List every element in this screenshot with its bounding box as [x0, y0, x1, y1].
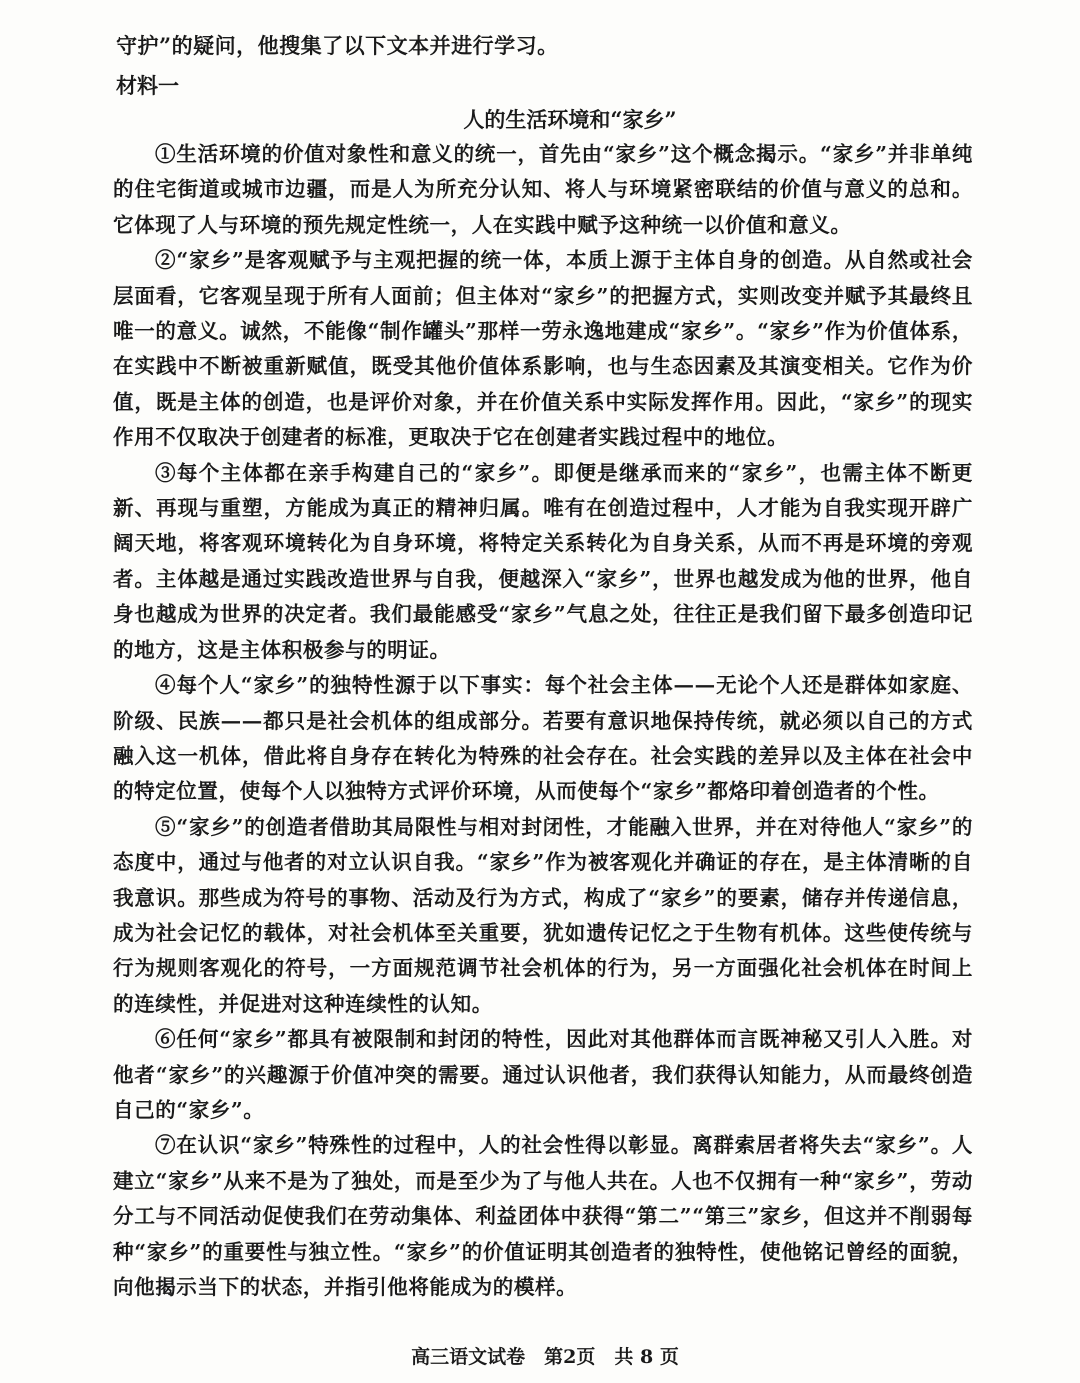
paragraph-2: ②“家乡”是客观赋予与主观把握的统一体，本质上源于主体自身的创造。从自然或社会层面看，它客观呈现于所有人面前；但主体对“家乡”的把握方式，实则改变并赋予其最终且唯一的意义。诚然，不能像“制作罐头”那样一劳永逸地建成“家乡”。“家乡”作为价值体系，在实践中不断被重新赋值，既受其他价值体系影响，也与生态因素及其演变相关。它作为价值，既是主体的创造，也是评价对象，并在价值关系中实际发挥作用。因此，“家乡”的现实作用不仅取决于创建者的标准，更取决于它在创建者实践过程中的地位。	[113, 248, 973, 450]
page-footer: 高三语文试卷 第2页 共 8 页	[411, 1346, 679, 1368]
paragraph-3: ③每个主体都在亲手构建自己的“家乡”。即便是继承而来的“家乡”，也需主体不断更新、再现与重塑，方能成为真正的精神归属。唯有在创造过程中，人才能为自我实现开辟广阔天地，将客观环境转化为自身环境，将特定关系转化为自身关系，从而不再是环境的旁观者。主体越是通过实践改造世界与自我，便越深入“家乡”，世界也越发成为他的世界，他自身也越成为世界的决定者。我们最能感受“家乡”气息之处，往往正是我们留下最多创造印记的地方，这是主体积极参与的明证。	[113, 460, 973, 662]
paragraph-6: ⑥任何“家乡”都具有被限制和封闭的特性，因此对其他群体而言既神秘又引人入胜。对他者“家乡”的兴趣源于价值冲突的需要。通过认识他者，我们获得认知能力，从而最终创造自己的“家乡”。	[113, 1027, 973, 1122]
paragraph-5: ⑤“家乡”的创造者借助其局限性与相对封闭性，才能融入世界，并在对待他人“家乡”的态度中，通过与他者的对立认识自我。“家乡”作为被客观化并确证的存在，是主体清晰的自我意识。那些成为符号的事物、活动及行为方式，构成了“家乡”的要素，储存并传递信息，成为社会记忆的载体，对社会机体至关重要，犹如遗传记忆之于生物有机体。这些使传统与行为规则客观化的符号，一方面规范调节社会机体的行为，另一方面强化社会机体在时间上的连续性，并促进对这种连续性的认知。	[113, 814, 973, 1016]
paragraph-4: ④每个人“家乡”的独特性源于以下事实：每个社会主体——无论个人还是群体如家庭、阶级、民族——都只是社会机体的组成部分。若要有意识地保持传统，就必须以自己的方式融入这一机体，借此将自身存在转化为特殊的社会存在。社会实践的差异以及主体在社会中的特定位置，使每个人以独特方式评价环境，从而使每个“家乡”都烙印着创造者的个性。	[113, 673, 973, 804]
paragraph-7: ⑦在认识“家乡”特殊性的过程中，人的社会性得以彰显。离群索居者将失去“家乡”。人建立“家乡”从来不是为了独处，而是至少为了与他人共在。人也不仅拥有一种“家乡”，劳动分工与不同活动促使我们在劳动集体、利益团体中获得“第二”“第三”家乡，但这并不削弱每种“家乡”的重要性与独立性。“家乡”的价值证明其创造者的独特性，使他铭记曾经的面貌，向他揭示当下的状态，并指引他将能成为的模样。	[113, 1133, 973, 1299]
article-body	[113, 137, 973, 1305]
paragraph-1: ①生活环境的价值对象性和意义的统一，首先由“家乡”这个概念揭示。“家乡”并非单纯的住宅街道或城市边疆，而是人为所充分认知、将人与环境紧密联结的价值与意义的总和。它体现了人与环境的预先规定性统一，人在实践中赋予这种统一以价值和意义。	[113, 142, 973, 237]
article-title: 人的生活环境和“家乡”	[463, 107, 677, 132]
intro-line: 守护”的疑问，他搜集了以下文本并进行学习。	[116, 33, 559, 58]
section-label: 材料一	[116, 73, 179, 98]
